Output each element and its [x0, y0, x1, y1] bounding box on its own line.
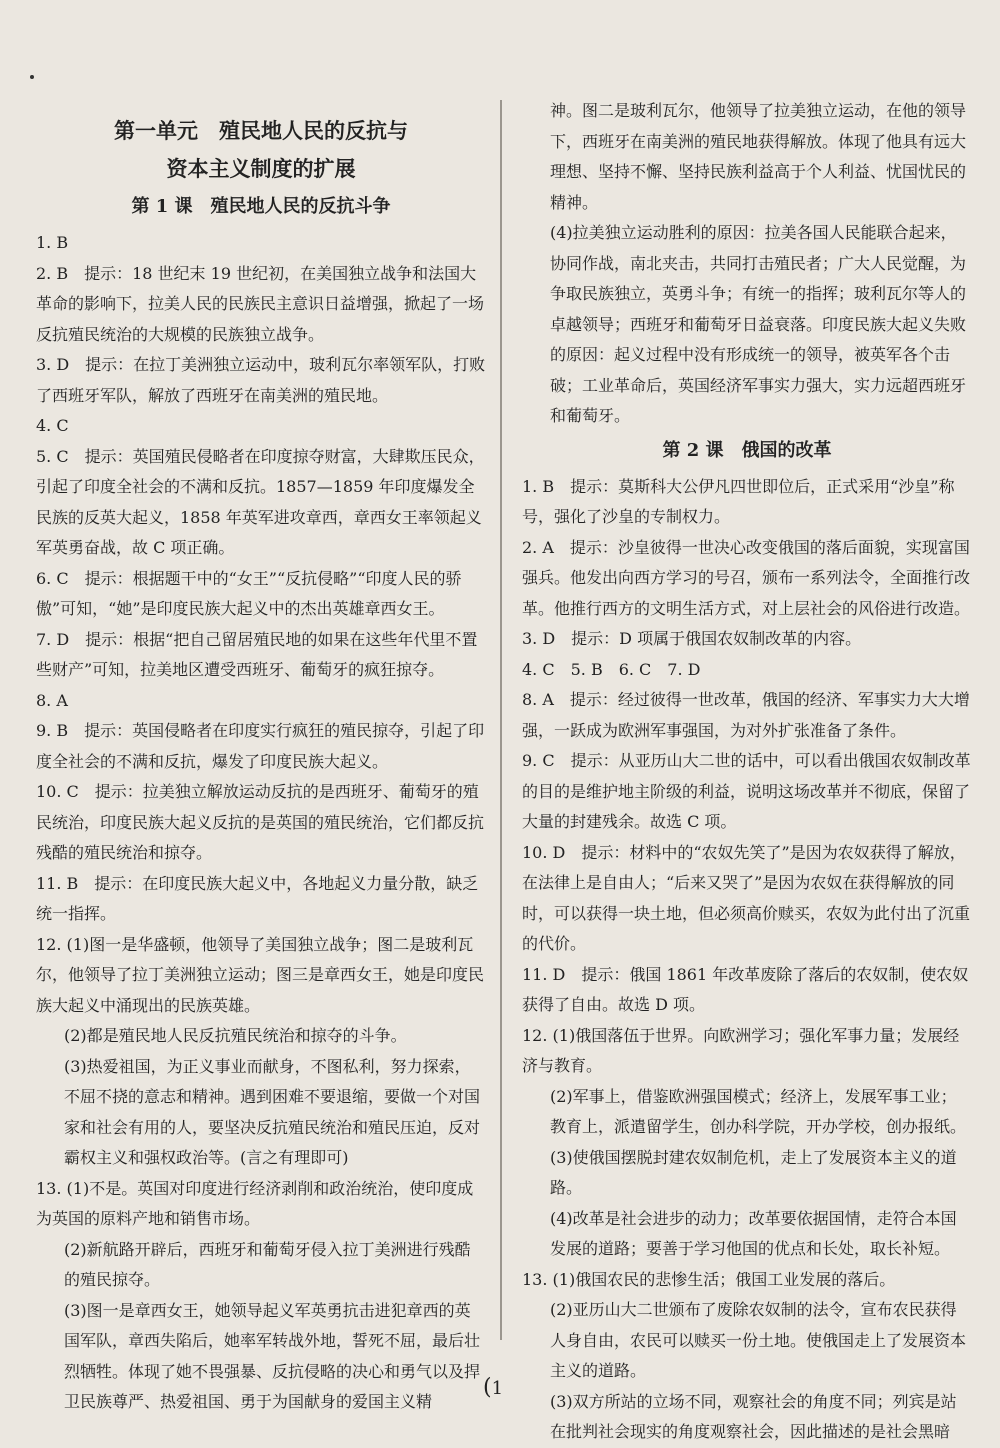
answer-l1-q11: 11. B 提示：在印度民族大起义中，各地起义力量分散，缺乏统一指挥。	[36, 873, 479, 923]
answer-l1-q8: 8. A	[36, 690, 68, 710]
answer-l2-q8: 8. A 提示：经过彼得一世改革，俄国的经济、军事实力大大增强，一跃成为欧洲军事强国，为对外扩张准备了条件。	[522, 690, 970, 740]
unit-title-line1: 第一单元 殖民地人民的反抗与	[114, 118, 408, 143]
answer-l2-q12-part3: (3)使俄国摆脱封建农奴制危机，走上了发展资本主义的道路。	[550, 1147, 957, 1197]
answer-l1-q7: 7. D 提示：根据“把自己留居殖民地的如果在这些年代里不置些财产”可知，拉美地区遭受西班牙、葡萄牙的疯狂掠夺。	[36, 629, 478, 679]
answer-l1-q13-part4: (4)拉美独立运动胜利的原因：拉美各国人民能联合起来，协同作战，南北夹击，共同打击殖民者；广大人民觉醒，为争取民族独立，英勇斗争；有统一的指挥；玻利瓦尔等人的卓越领导；西班牙和葡萄牙日益衰落。印度民族大起义失败的原因：起义过程中没有形成统一的领导，被英军各个击破；工业革命后，英国经济军事实力强大，实力远超西班牙和葡萄牙。	[550, 223, 967, 425]
answer-l1-q13-part1: 13. (1)不是。英国对印度进行经济剥削和政治统治，使印度成为英国的原料产地和销售市场。	[36, 1178, 474, 1228]
answer-l2-q13-part3: (3)双方所站的立场不同，观察社会的角度不同；列宾是站在批判社会现实的角度观察社会，因此描述的是社会黑暗	[550, 1391, 957, 1441]
answer-l1-q5: 5. C 提示：英国殖民侵略者在印度掠夺财富，大肆欺压民众，引起了印度全社会的不满和反抗。1857—1859 年印度爆发全民族的反英大起义，1858 年英军进攻章西，章西女王率领起义军英勇奋战，故 C 项正确。	[36, 446, 485, 557]
answer-l2-q9: 9. C 提示：从亚历山大二世的话中，可以看出俄国农奴制改革的目的是维护地主阶级的利益，说明这场改革并不彻底，保留了大量的封建残余。故选 C 项。	[522, 751, 971, 831]
answer-l2-q13-part1: 13. (1)俄国农民的悲惨生活；俄国工业发展的落后。	[522, 1269, 896, 1289]
answer-l2-q2: 2. A 提示：沙皇彼得一世决心改变俄国的落后面貌，实现富国强兵。他发出向西方学习的号召，颁布一系列法令，全面推行改革。他推行西方的文明生活方式，对上层社会的风俗进行改造。	[522, 537, 971, 618]
page-number-paren-icon: (	[483, 1375, 492, 1400]
answer-l1-q12-part1: 12. (1)图一是华盛顿，他领导了美国独立战争；图二是玻利瓦尔，他领导了拉丁美洲独立运动；图三是章西女王，她是印度民族大起义中涌现出的民族英雄。	[36, 934, 485, 1015]
page-number	[483, 1375, 503, 1400]
answer-l1-q3: 3. D 提示：在拉丁美洲独立运动中，玻利瓦尔率领军队，打败了西班牙军队，解放了西班牙在南美洲的殖民地。	[36, 355, 486, 405]
answer-l1-q2: 2. B 提示：18 世纪末 19 世纪初，在美国独立战争和法国大革命的影响下，拉美人民的民族民主意识日益增强，掀起了一场反抗殖民统治的大规模的民族独立战争。	[36, 263, 485, 344]
answer-l2-q4-7: 4. C 5. B 6. C 7. D	[522, 659, 701, 679]
answer-l1-q10: 10. C 提示：拉美独立解放运动反抗的是西班牙、葡萄牙的殖民统治，印度民族大起义反抗的是英国的殖民统治，它们都反抗残酷的殖民统治和掠夺。	[36, 782, 485, 862]
answer-l2-q12-part2: (2)军事上，借鉴欧洲强国模式；经济上，发展军事工业；教育上，派遣留学生，创办科学院，开办学校，创办报纸。	[550, 1086, 967, 1136]
answer-l1-q13-part2: (2)新航路开辟后，西班牙和葡萄牙侵入拉丁美洲进行残酷的殖民掠夺。	[64, 1239, 471, 1289]
page-number-value: 1	[491, 1378, 504, 1399]
answer-l1-q13-part3: (3)图一是章西女王，她领导起义军英勇抗击进犯章西的英国军队，章西失陷后，她率军转战外地，誓死不屈，最后壮烈牺牲。体现了她不畏强暴、反抗侵略的决心和勇气以及捍卫民族尊严、热爱祖国、勇于为国献身的爱国主义精	[64, 1300, 481, 1411]
answer-l1-q13-continued: 神。图二是玻利瓦尔，他领导了拉美独立运动，在他的领导下，西班牙在南美洲的殖民地获得解放。体现了他具有远大理想、坚持不懈、坚持民族利益高于个人利益、忧国忧民的精神。	[550, 101, 967, 212]
answer-l2-q12-part1: 12. (1)俄国落伍于世界。向欧洲学习；强化军事力量；发展经济与教育。	[522, 1025, 960, 1075]
scan-dot	[30, 75, 34, 79]
answer-l1-q4: 4. C	[36, 416, 69, 435]
answer-l2-q12-part4: (4)改革是社会进步的动力；改革要依据国情，走符合本国发展的道路；要善于学习他国的优点和长处，取长补短。	[550, 1208, 957, 1258]
right-column	[522, 96, 972, 1448]
answer-l2-q11: 11. D 提示：俄国 1861 年改革废除了落后的农奴制，使农奴获得了自由。故选 D 项。	[522, 964, 969, 1014]
lesson2-title: 第 2 课 俄国的改革	[662, 439, 832, 461]
unit-title-line2: 资本主义制度的扩展	[166, 156, 356, 181]
answer-l2-q13-part2: (2)亚历山大二世颁布了废除农奴制的法令，宣布农民获得人身自由，农民可以赎买一份土地。使俄国走上了发展资本主义的道路。	[550, 1300, 967, 1380]
answer-l1-q1: 1. B	[36, 233, 69, 252]
answer-l1-q9: 9. B 提示：英国侵略者在印度实行疯狂的殖民掠夺，引起了印度全社会的不满和反抗，爆发了印度民族大起义。	[36, 721, 485, 771]
column-divider	[500, 100, 502, 1340]
answer-l1-q6: 6. C 提示：根据题干中的“女王”“反抗侵略”“印度人民的骄傲”可知，“她”是印度民族大起义中的杰出英雄章西女王。	[36, 568, 462, 618]
answer-l2-q3: 3. D 提示：D 项属于俄国农奴制改革的内容。	[522, 629, 862, 648]
left-column	[36, 96, 486, 1418]
lesson1-title: 第 1 课 殖民地人民的反抗斗争	[131, 196, 391, 217]
answer-l2-q1: 1. B 提示：莫斯科大公伊凡四世即位后，正式采用“沙皇”称号，强化了沙皇的专制权力。	[522, 476, 955, 526]
answer-l2-q10: 10. D 提示：材料中的“农奴先笑了”是因为农奴获得了解放，在法律上是自由人；“后来又哭了”是因为农奴在获得解放的同时，可以获得一块土地，但必须高价赎买，农奴为此付出了沉重的代价。	[522, 842, 971, 953]
answer-l1-q12-part3: (3)热爱祖国，为正义事业而献身，不图私利，努力探索，不屈不挠的意志和精神。遇到困难不要退缩，要做一个对国家和社会有用的人，要坚决反抗殖民统治和殖民压迫，反对霸权主义和强权政治等。(言之有理即可)	[64, 1056, 481, 1167]
answer-l1-q12-part2: (2)都是殖民地人民反抗殖民统治和掠夺的斗争。	[64, 1026, 407, 1045]
